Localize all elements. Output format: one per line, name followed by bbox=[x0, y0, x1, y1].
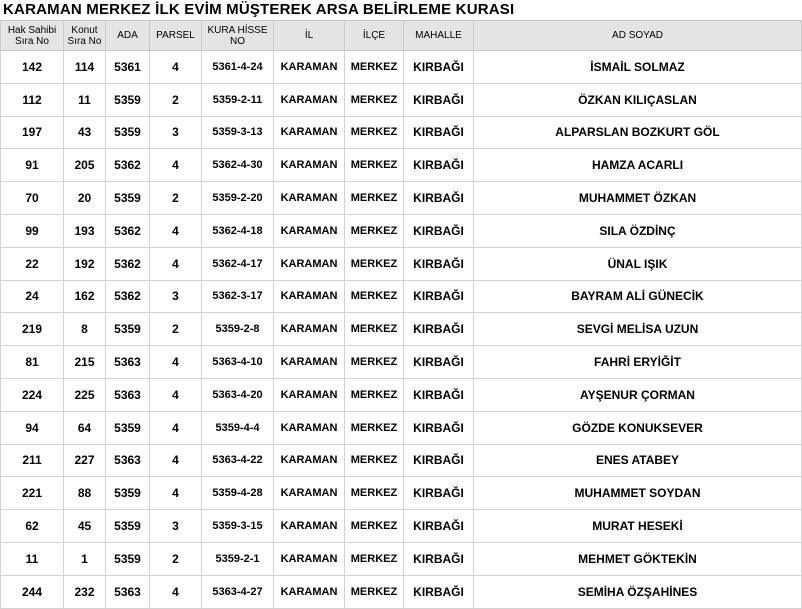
cell-ad-soyad: AYŞENUR ÇORMAN bbox=[474, 378, 802, 411]
cell-ada: 5359 bbox=[106, 411, 150, 444]
cell-il: KARAMAN bbox=[274, 247, 345, 280]
cell-ilce: MERKEZ bbox=[345, 149, 404, 182]
cell-ad-soyad: MUHAMMET SOYDAN bbox=[474, 477, 802, 510]
cell-ada: 5359 bbox=[106, 477, 150, 510]
cell-ad-soyad: BAYRAM ALİ GÜNECİK bbox=[474, 280, 802, 313]
cell-hak-sahibi-sira-no: 94 bbox=[1, 411, 64, 444]
cell-il: KARAMAN bbox=[274, 378, 345, 411]
cell-hak-sahibi-sira-no: 70 bbox=[1, 182, 64, 215]
cell-il: KARAMAN bbox=[274, 346, 345, 379]
cell-il: KARAMAN bbox=[274, 444, 345, 477]
cell-kura-hisse-no: 5359-3-13 bbox=[202, 116, 274, 149]
table-row bbox=[1, 182, 802, 215]
cell-ad-soyad: GÖZDE KONUKSEVER bbox=[474, 411, 802, 444]
cell-parsel: 4 bbox=[150, 51, 202, 84]
cell-il: KARAMAN bbox=[274, 477, 345, 510]
cell-ada: 5362 bbox=[106, 149, 150, 182]
cell-mahalle: KIRBAĞI bbox=[404, 149, 474, 182]
cell-kura-hisse-no: 5359-3-15 bbox=[202, 510, 274, 543]
cell-ad-soyad: SEVGİ MELİSA UZUN bbox=[474, 313, 802, 346]
cell-konut-sira-no: 11 bbox=[64, 83, 106, 116]
cell-konut-sira-no: 114 bbox=[64, 51, 106, 84]
cell-ada: 5359 bbox=[106, 510, 150, 543]
cell-parsel: 3 bbox=[150, 280, 202, 313]
cell-hak-sahibi-sira-no: 91 bbox=[1, 149, 64, 182]
table-row bbox=[1, 247, 802, 280]
header-konut-sira-no bbox=[64, 21, 106, 51]
cell-konut-sira-no: 227 bbox=[64, 444, 106, 477]
header-konut-line2: Sıra No bbox=[67, 35, 102, 47]
cell-konut-sira-no: 215 bbox=[64, 346, 106, 379]
cell-ad-soyad: HAMZA ACARLI bbox=[474, 149, 802, 182]
cell-parsel: 4 bbox=[150, 411, 202, 444]
cell-konut-sira-no: 88 bbox=[64, 477, 106, 510]
table-row bbox=[1, 378, 802, 411]
table-row bbox=[1, 51, 802, 84]
cell-il: KARAMAN bbox=[274, 575, 345, 608]
cell-ada: 5363 bbox=[106, 575, 150, 608]
cell-hak-sahibi-sira-no: 142 bbox=[1, 51, 64, 84]
cell-ilce: MERKEZ bbox=[345, 83, 404, 116]
cell-ilce: MERKEZ bbox=[345, 542, 404, 575]
cell-mahalle: KIRBAĞI bbox=[404, 116, 474, 149]
cell-il: KARAMAN bbox=[274, 280, 345, 313]
cell-mahalle: KIRBAĞI bbox=[404, 575, 474, 608]
cell-parsel: 4 bbox=[150, 247, 202, 280]
table-row bbox=[1, 575, 802, 608]
cell-konut-sira-no: 43 bbox=[64, 116, 106, 149]
cell-hak-sahibi-sira-no: 224 bbox=[1, 378, 64, 411]
cell-il: KARAMAN bbox=[274, 542, 345, 575]
cell-ilce: MERKEZ bbox=[345, 346, 404, 379]
cell-hak-sahibi-sira-no: 81 bbox=[1, 346, 64, 379]
cell-ada: 5359 bbox=[106, 182, 150, 215]
cell-mahalle: KIRBAĞI bbox=[404, 182, 474, 215]
cell-hak-sahibi-sira-no: 197 bbox=[1, 116, 64, 149]
header-ad-soyad: AD SOYAD bbox=[474, 21, 802, 51]
cell-il: KARAMAN bbox=[274, 51, 345, 84]
cell-il: KARAMAN bbox=[274, 214, 345, 247]
cell-mahalle: KIRBAĞI bbox=[404, 247, 474, 280]
table-row bbox=[1, 510, 802, 543]
header-kura-line1: KURA HİSSE bbox=[207, 24, 268, 36]
table-body bbox=[1, 51, 802, 609]
cell-hak-sahibi-sira-no: 11 bbox=[1, 542, 64, 575]
cell-il: KARAMAN bbox=[274, 83, 345, 116]
cell-hak-sahibi-sira-no: 221 bbox=[1, 477, 64, 510]
table-row bbox=[1, 214, 802, 247]
cell-ad-soyad: ÜNAL IŞIK bbox=[474, 247, 802, 280]
cell-mahalle: KIRBAĞI bbox=[404, 411, 474, 444]
cell-kura-hisse-no: 5359-2-11 bbox=[202, 83, 274, 116]
cell-hak-sahibi-sira-no: 22 bbox=[1, 247, 64, 280]
header-kura-hisse-no bbox=[202, 21, 274, 51]
cell-ilce: MERKEZ bbox=[345, 477, 404, 510]
cell-mahalle: KIRBAĞI bbox=[404, 444, 474, 477]
cell-kura-hisse-no: 5359-4-4 bbox=[202, 411, 274, 444]
cell-konut-sira-no: 8 bbox=[64, 313, 106, 346]
cell-parsel: 2 bbox=[150, 313, 202, 346]
cell-ilce: MERKEZ bbox=[345, 510, 404, 543]
cell-parsel: 2 bbox=[150, 83, 202, 116]
header-mahalle: MAHALLE bbox=[404, 21, 474, 51]
cell-ada: 5363 bbox=[106, 444, 150, 477]
header-hak-line2: Sıra No bbox=[15, 35, 49, 47]
header-ilce: İLÇE bbox=[345, 21, 404, 51]
cell-parsel: 2 bbox=[150, 542, 202, 575]
table-row bbox=[1, 149, 802, 182]
table-row bbox=[1, 116, 802, 149]
cell-ilce: MERKEZ bbox=[345, 444, 404, 477]
cell-il: KARAMAN bbox=[274, 116, 345, 149]
cell-parsel: 4 bbox=[150, 149, 202, 182]
cell-parsel: 4 bbox=[150, 378, 202, 411]
cell-kura-hisse-no: 5359-2-20 bbox=[202, 182, 274, 215]
cell-ilce: MERKEZ bbox=[345, 214, 404, 247]
table-row bbox=[1, 313, 802, 346]
cell-ada: 5361 bbox=[106, 51, 150, 84]
header-hak-line1: Hak Sahibi bbox=[7, 24, 57, 36]
table-row bbox=[1, 542, 802, 575]
cell-ada: 5362 bbox=[106, 214, 150, 247]
cell-kura-hisse-no: 5362-3-17 bbox=[202, 280, 274, 313]
cell-mahalle: KIRBAĞI bbox=[404, 510, 474, 543]
table-header-row bbox=[1, 21, 802, 51]
cell-ad-soyad: ENES ATABEY bbox=[474, 444, 802, 477]
cell-parsel: 4 bbox=[150, 214, 202, 247]
cell-ad-soyad: MUHAMMET ÖZKAN bbox=[474, 182, 802, 215]
cell-parsel: 4 bbox=[150, 477, 202, 510]
cell-konut-sira-no: 232 bbox=[64, 575, 106, 608]
cell-parsel: 3 bbox=[150, 116, 202, 149]
cell-hak-sahibi-sira-no: 244 bbox=[1, 575, 64, 608]
cell-kura-hisse-no: 5363-4-22 bbox=[202, 444, 274, 477]
table-row bbox=[1, 280, 802, 313]
cell-mahalle: KIRBAĞI bbox=[404, 346, 474, 379]
cell-konut-sira-no: 45 bbox=[64, 510, 106, 543]
cell-ilce: MERKEZ bbox=[345, 378, 404, 411]
cell-kura-hisse-no: 5363-4-10 bbox=[202, 346, 274, 379]
cell-kura-hisse-no: 5361-4-24 bbox=[202, 51, 274, 84]
cell-ad-soyad: MURAT HESEKİ bbox=[474, 510, 802, 543]
cell-parsel: 3 bbox=[150, 510, 202, 543]
cell-ilce: MERKEZ bbox=[345, 313, 404, 346]
cell-mahalle: KIRBAĞI bbox=[404, 378, 474, 411]
cell-il: KARAMAN bbox=[274, 510, 345, 543]
cell-ada: 5362 bbox=[106, 280, 150, 313]
cell-kura-hisse-no: 5362-4-30 bbox=[202, 149, 274, 182]
cell-ad-soyad: FAHRİ ERYİĞİT bbox=[474, 346, 802, 379]
cell-ada: 5362 bbox=[106, 247, 150, 280]
cell-ilce: MERKEZ bbox=[345, 51, 404, 84]
cell-mahalle: KIRBAĞI bbox=[404, 477, 474, 510]
cell-konut-sira-no: 1 bbox=[64, 542, 106, 575]
cell-ad-soyad: MEHMET GÖKTEKİN bbox=[474, 542, 802, 575]
cell-konut-sira-no: 64 bbox=[64, 411, 106, 444]
cell-ilce: MERKEZ bbox=[345, 575, 404, 608]
cell-il: KARAMAN bbox=[274, 313, 345, 346]
lottery-results-table bbox=[0, 20, 802, 609]
cell-ilce: MERKEZ bbox=[345, 280, 404, 313]
cell-mahalle: KIRBAĞI bbox=[404, 214, 474, 247]
cell-ad-soyad: İSMAİL SOLMAZ bbox=[474, 51, 802, 84]
table-row bbox=[1, 346, 802, 379]
cell-ada: 5359 bbox=[106, 542, 150, 575]
cell-parsel: 4 bbox=[150, 444, 202, 477]
cell-parsel: 4 bbox=[150, 575, 202, 608]
cell-mahalle: KIRBAĞI bbox=[404, 83, 474, 116]
table-row bbox=[1, 83, 802, 116]
cell-kura-hisse-no: 5362-4-17 bbox=[202, 247, 274, 280]
table-row bbox=[1, 444, 802, 477]
cell-hak-sahibi-sira-no: 99 bbox=[1, 214, 64, 247]
cell-hak-sahibi-sira-no: 24 bbox=[1, 280, 64, 313]
cell-mahalle: KIRBAĞI bbox=[404, 313, 474, 346]
cell-kura-hisse-no: 5362-4-18 bbox=[202, 214, 274, 247]
cell-ilce: MERKEZ bbox=[345, 247, 404, 280]
cell-il: KARAMAN bbox=[274, 149, 345, 182]
cell-konut-sira-no: 225 bbox=[64, 378, 106, 411]
header-il: İL bbox=[274, 21, 345, 51]
table-row bbox=[1, 411, 802, 444]
header-kura-line2: NO bbox=[230, 35, 245, 47]
cell-konut-sira-no: 162 bbox=[64, 280, 106, 313]
cell-parsel: 2 bbox=[150, 182, 202, 215]
cell-hak-sahibi-sira-no: 219 bbox=[1, 313, 64, 346]
cell-ilce: MERKEZ bbox=[345, 182, 404, 215]
cell-ada: 5359 bbox=[106, 313, 150, 346]
header-konut-line1: Konut bbox=[71, 24, 98, 36]
cell-mahalle: KIRBAĞI bbox=[404, 280, 474, 313]
cell-ad-soyad: ÖZKAN KILIÇASLAN bbox=[474, 83, 802, 116]
cell-konut-sira-no: 20 bbox=[64, 182, 106, 215]
cell-hak-sahibi-sira-no: 112 bbox=[1, 83, 64, 116]
cell-ad-soyad: SEMİHA ÖZŞAHİNES bbox=[474, 575, 802, 608]
cell-mahalle: KIRBAĞI bbox=[404, 51, 474, 84]
cell-ada: 5359 bbox=[106, 83, 150, 116]
cell-hak-sahibi-sira-no: 211 bbox=[1, 444, 64, 477]
cell-konut-sira-no: 192 bbox=[64, 247, 106, 280]
cell-parsel: 4 bbox=[150, 346, 202, 379]
cell-il: KARAMAN bbox=[274, 411, 345, 444]
cell-kura-hisse-no: 5363-4-27 bbox=[202, 575, 274, 608]
cell-konut-sira-no: 193 bbox=[64, 214, 106, 247]
header-ada: ADA bbox=[106, 21, 150, 51]
cell-il: KARAMAN bbox=[274, 182, 345, 215]
header-hak-sahibi-sira-no bbox=[1, 21, 64, 51]
cell-konut-sira-no: 205 bbox=[64, 149, 106, 182]
table-row bbox=[1, 477, 802, 510]
cell-kura-hisse-no: 5363-4-20 bbox=[202, 378, 274, 411]
cell-hak-sahibi-sira-no: 62 bbox=[1, 510, 64, 543]
cell-ad-soyad: SILA ÖZDİNÇ bbox=[474, 214, 802, 247]
cell-kura-hisse-no: 5359-2-1 bbox=[202, 542, 274, 575]
cell-kura-hisse-no: 5359-4-28 bbox=[202, 477, 274, 510]
document-title: KARAMAN MERKEZ İLK EVİM MÜŞTEREK ARSA BELİRLEME KURASI bbox=[3, 1, 515, 18]
header-parsel: PARSEL bbox=[150, 21, 202, 51]
cell-ad-soyad: ALPARSLAN BOZKURT GÖL bbox=[474, 116, 802, 149]
cell-ilce: MERKEZ bbox=[345, 116, 404, 149]
cell-mahalle: KIRBAĞI bbox=[404, 542, 474, 575]
cell-ada: 5363 bbox=[106, 346, 150, 379]
cell-ada: 5359 bbox=[106, 116, 150, 149]
cell-ilce: MERKEZ bbox=[345, 411, 404, 444]
cell-ada: 5363 bbox=[106, 378, 150, 411]
cell-kura-hisse-no: 5359-2-8 bbox=[202, 313, 274, 346]
